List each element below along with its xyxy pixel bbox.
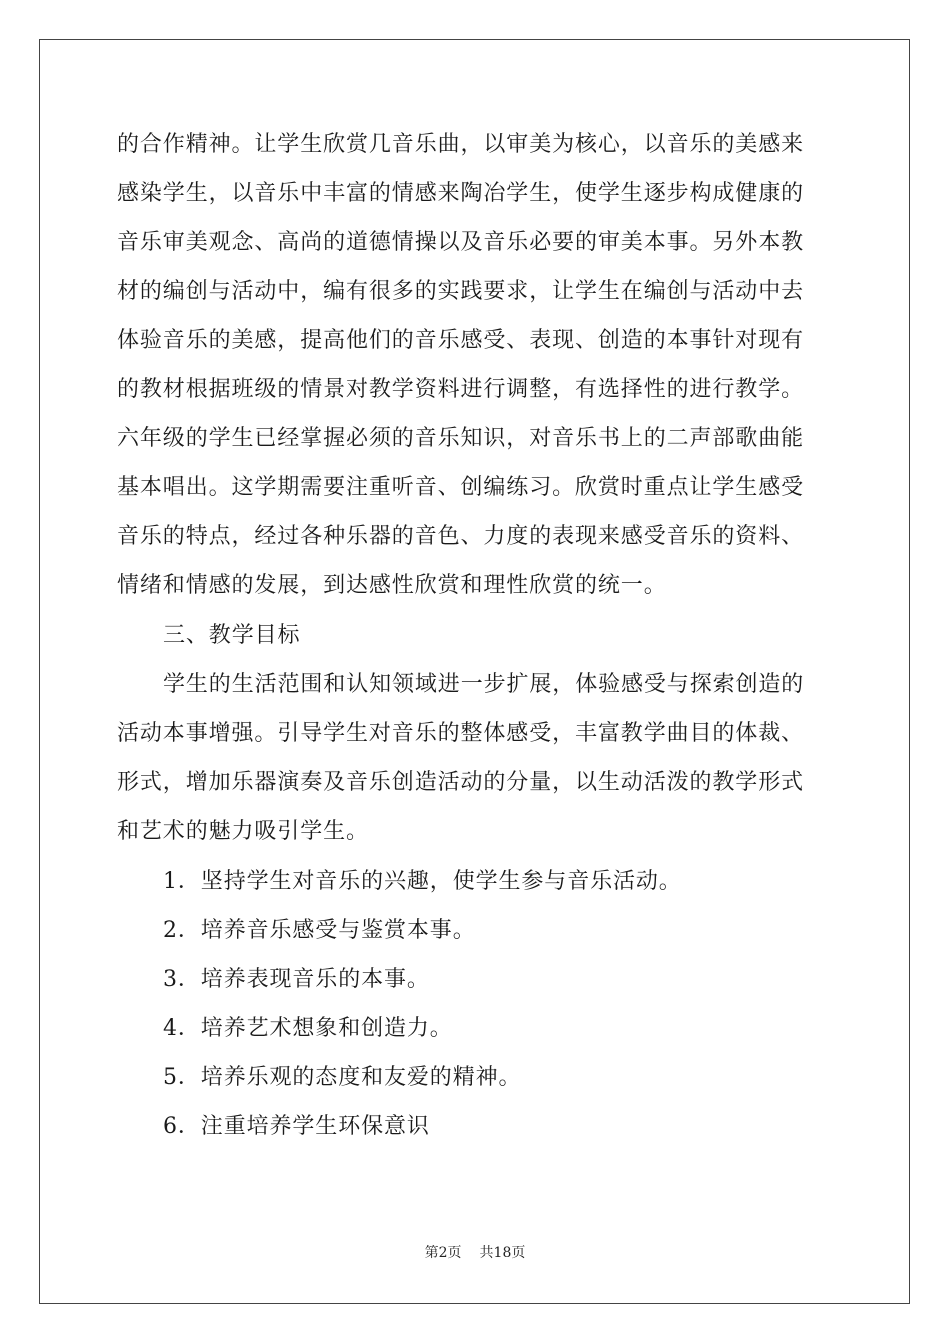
body-text-line: 基本唱出。这学期需要注重听音、创编练习。欣赏时重点让学生感受 [117, 475, 805, 500]
goals-intro-line: 活动本事增强。引导学生对音乐的整体感受，丰富教学曲目的体裁、 [117, 721, 805, 746]
section-heading: 三、教学目标 [163, 623, 301, 648]
body-text-line: 情绪和情感的发展，到达感性欣赏和理性欣赏的统一。 [117, 573, 667, 598]
body-text-line: 的合作精神。让学生欣赏几音乐曲，以审美为核心，以音乐的美感来 [117, 132, 805, 157]
goal-item: 1．坚持学生对音乐的兴趣，使学生参与音乐活动。 [163, 869, 682, 894]
goals-intro-line: 和艺术的魅力吸引学生。 [117, 819, 369, 844]
total-page-count: 共18页 [479, 1245, 526, 1261]
goal-item: 4．培养艺术想象和创造力。 [163, 1016, 453, 1041]
page-footer [0, 1243, 950, 1263]
current-page-number: 第2页 [424, 1245, 462, 1261]
body-text-line: 感染学生，以音乐中丰富的情感来陶冶学生，使学生逐步构成健康的 [117, 181, 805, 206]
body-text-line: 体验音乐的美感，提高他们的音乐感受、表现、创造的本事针对现有 [117, 328, 805, 353]
body-text-line: 六年级的学生已经掌握必须的音乐知识，对音乐书上的二声部歌曲能 [117, 426, 805, 451]
body-text-line: 音乐的特点，经过各种乐器的音色、力度的表现来感受音乐的资料、 [117, 524, 805, 549]
body-text-line: 材的编创与活动中，编有很多的实践要求，让学生在编创与活动中去 [117, 279, 805, 304]
goals-intro-line: 学生的生活范围和认知领域进一步扩展，体验感受与探索创造的 [163, 672, 805, 697]
goal-item: 2．培养音乐感受与鉴赏本事。 [163, 918, 476, 943]
goal-item: 5．培养乐观的态度和友爱的精神。 [163, 1065, 522, 1090]
goal-item: 3．培养表现音乐的本事。 [163, 967, 430, 992]
body-text-line: 的教材根据班级的情景对教学资料进行调整，有选择性的进行教学。 [117, 377, 805, 402]
goals-intro-line: 形式，增加乐器演奏及音乐创造活动的分量，以生动活泼的教学形式 [117, 770, 805, 795]
body-text-line: 音乐审美观念、高尚的道德情操以及音乐必要的审美本事。另外本教 [117, 230, 805, 255]
goal-item: 6．注重培养学生环保意识 [163, 1114, 430, 1139]
